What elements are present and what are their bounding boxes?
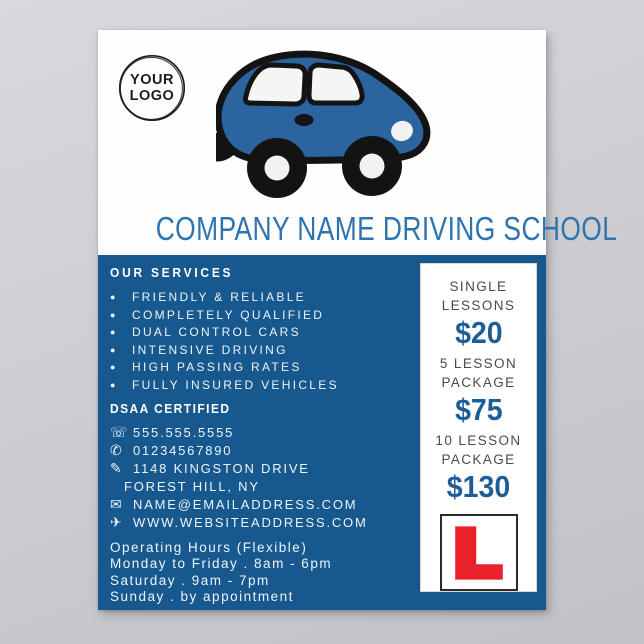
service-label: FRIENDLY & RELIABLE <box>132 290 306 304</box>
learner-plate <box>440 514 518 591</box>
hours-line: Saturday . 9am - 7pm <box>110 572 270 588</box>
price-value: $75 <box>454 392 503 427</box>
poster-body-section <box>98 255 546 610</box>
mobile-row <box>110 443 415 459</box>
hours-title: Operating Hours (Flexible) <box>110 539 308 555</box>
price-value: $20 <box>454 315 503 350</box>
price-value: $130 <box>446 469 511 504</box>
service-label: FULLY INSURED VEHICLES <box>132 377 339 392</box>
list-item <box>110 326 415 338</box>
certification-heading: DSAA CERTIFIED <box>110 400 231 416</box>
address-line2: FOREST HILL, NY <box>124 478 260 494</box>
phone-row <box>110 425 415 441</box>
bullet-icon: ● <box>110 379 118 390</box>
service-label: INTENSIVE DRIVING <box>132 342 288 357</box>
address-line1: 1148 KINGSTON DRIVE <box>133 460 310 476</box>
service-label: DUAL CONTROL CARS <box>132 325 301 339</box>
bullet-icon: ● <box>110 344 118 355</box>
services-heading: OUR SERVICES <box>110 265 234 280</box>
logo-line1: YOUR <box>130 72 174 88</box>
list-item <box>110 291 415 303</box>
email-address: NAME@EMAILADDRESS.COM <box>133 496 358 512</box>
bullet-icon: ● <box>110 362 118 372</box>
list-item <box>110 379 415 391</box>
info-column <box>110 265 415 606</box>
operating-hours <box>110 540 415 606</box>
car-icon <box>216 40 434 204</box>
hours-line: Monday to Friday . 8am - 6pm <box>110 556 333 571</box>
phone-circle-icon: ✆ <box>110 442 122 459</box>
pencil-icon: ✎ <box>110 460 122 477</box>
bullet-icon: ● <box>110 309 118 320</box>
telephone-icon: ☏ <box>110 424 128 441</box>
list-item <box>110 309 415 321</box>
price-label: SINGLE LESSONS <box>441 279 516 313</box>
website-address: WWW.WEBSITEADDRESS.COM <box>133 514 368 530</box>
logo-placeholder <box>117 53 187 123</box>
logo-line2: LOGO <box>129 88 175 104</box>
price-label: 5 LESSON PACKAGE <box>439 356 518 390</box>
bullet-icon: ● <box>110 327 118 337</box>
bullet-icon: ● <box>110 292 118 302</box>
list-item <box>110 361 415 373</box>
envelope-icon: ✉ <box>110 496 122 513</box>
services-list <box>110 291 415 391</box>
website-row <box>110 515 415 531</box>
logo-text <box>117 53 187 123</box>
learner-plate-l-icon <box>444 518 514 588</box>
airplane-icon: ✈ <box>110 514 122 531</box>
hours-line: Sunday . by appointment <box>110 589 294 604</box>
phone-number: 555.555.5555 <box>133 424 235 440</box>
service-label: COMPLETELY QUALIFIED <box>132 307 325 322</box>
email-row <box>110 497 415 513</box>
pricing-card <box>420 263 537 592</box>
mobile-number: 01234567890 <box>133 442 233 458</box>
price-label: 10 LESSON PACKAGE <box>435 433 522 467</box>
list-item <box>110 344 415 356</box>
address-row <box>110 461 415 477</box>
cartoon-car-illustration <box>216 40 434 204</box>
service-label: HIGH PASSING RATES <box>132 360 302 374</box>
poster-header-section <box>98 30 618 255</box>
driving-school-poster <box>98 30 618 610</box>
company-title: COMPANY NAME DRIVING SCHOOL <box>155 210 618 247</box>
